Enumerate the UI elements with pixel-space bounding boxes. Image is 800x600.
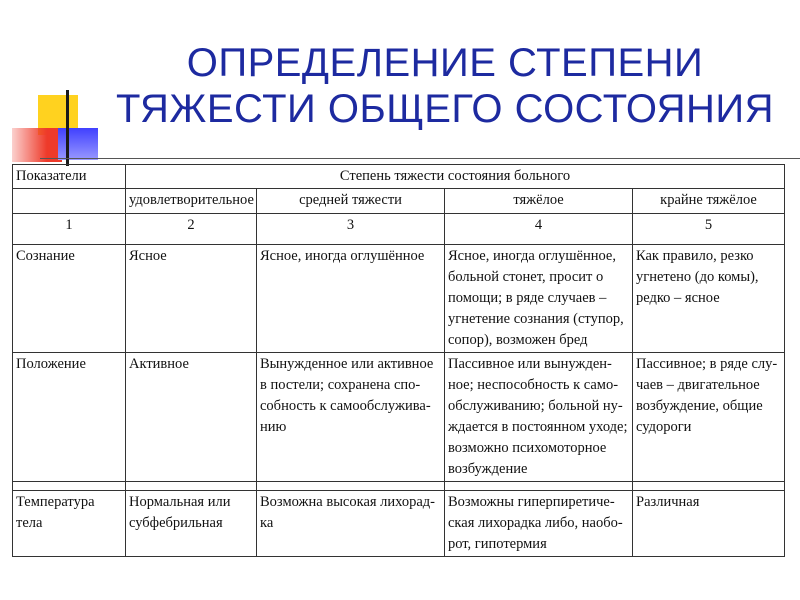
decor-vertical-line: [66, 90, 69, 166]
table-cell: Возможны гиперпиретиче-ская лихорадка либо, наобо-рот, гипотермия: [445, 491, 633, 557]
header-col-moderate: средней тяжести: [257, 189, 445, 214]
spacer-cell: [126, 482, 257, 491]
severity-table: [12, 164, 785, 557]
spacer-cell: [257, 482, 445, 491]
header-indicators: Показатели: [13, 165, 126, 189]
slide-title: ОПРЕДЕЛЕНИЕ СТЕПЕНИ ТЯЖЕСТИ ОБЩЕГО СОСТОЯНИЯ: [115, 41, 775, 131]
table-cell: Возможна высокая лихорад-ка: [257, 491, 445, 557]
table-cell: Ясное: [126, 245, 257, 353]
spacer-cell: [13, 482, 126, 491]
row-label-consciousness: Сознание: [13, 245, 126, 353]
table-cell: Различная: [633, 491, 785, 557]
table-cell: Пассивное или вынужден-ное; неспособность к само-обслуживанию; больной ну-ждается в постоянном уходе; возможно психомоторное возбуждение: [445, 353, 633, 482]
table-row: [13, 353, 785, 482]
column-number: 2: [126, 214, 257, 245]
table-row: [13, 245, 785, 353]
column-number-row: [13, 214, 785, 245]
table-cell: Ясное, иногда оглушённое: [257, 245, 445, 353]
spacer-cell: [445, 482, 633, 491]
header-col-severe: тяжёлое: [445, 189, 633, 214]
decor-red-square: [12, 128, 62, 162]
table-cell: Ясное, иногда оглушённое, больной стонет, просит о помощи; в ряде случаев – угнетение сознания (ступор, сопор), возможен бред: [445, 245, 633, 353]
decor-horizontal-line: [40, 158, 800, 159]
column-number: 1: [13, 214, 126, 245]
table-cell: Активное: [126, 353, 257, 482]
table-row: [13, 491, 785, 557]
table-cell: Как правило, резко угнетено (до комы), редко – ясное: [633, 245, 785, 353]
table-subheader-row: [13, 189, 785, 214]
decor-blue-square: [58, 128, 98, 160]
header-col-satisfactory: удовлетворительное: [126, 189, 257, 214]
header-empty-cell: [13, 189, 126, 214]
table-cell: Пассивное; в ряде слу-чаев – двигательное возбуждение, общие судороги: [633, 353, 785, 482]
table-header-row: [13, 165, 785, 189]
table-cell: Вынужденное или активное в постели; сохранена спо-собность к самообслужива-нию: [257, 353, 445, 482]
row-label-position: Положение: [13, 353, 126, 482]
column-number: 3: [257, 214, 445, 245]
table-spacer-row: [13, 482, 785, 491]
column-number: 5: [633, 214, 785, 245]
spacer-cell: [633, 482, 785, 491]
table-cell: Нормальная или субфебрильная: [126, 491, 257, 557]
header-col-extreme: крайне тяжёлое: [633, 189, 785, 214]
row-label-temperature: Температура тела: [13, 491, 126, 557]
column-number: 4: [445, 214, 633, 245]
header-severity-group: Степень тяжести состояния больного: [126, 165, 785, 189]
